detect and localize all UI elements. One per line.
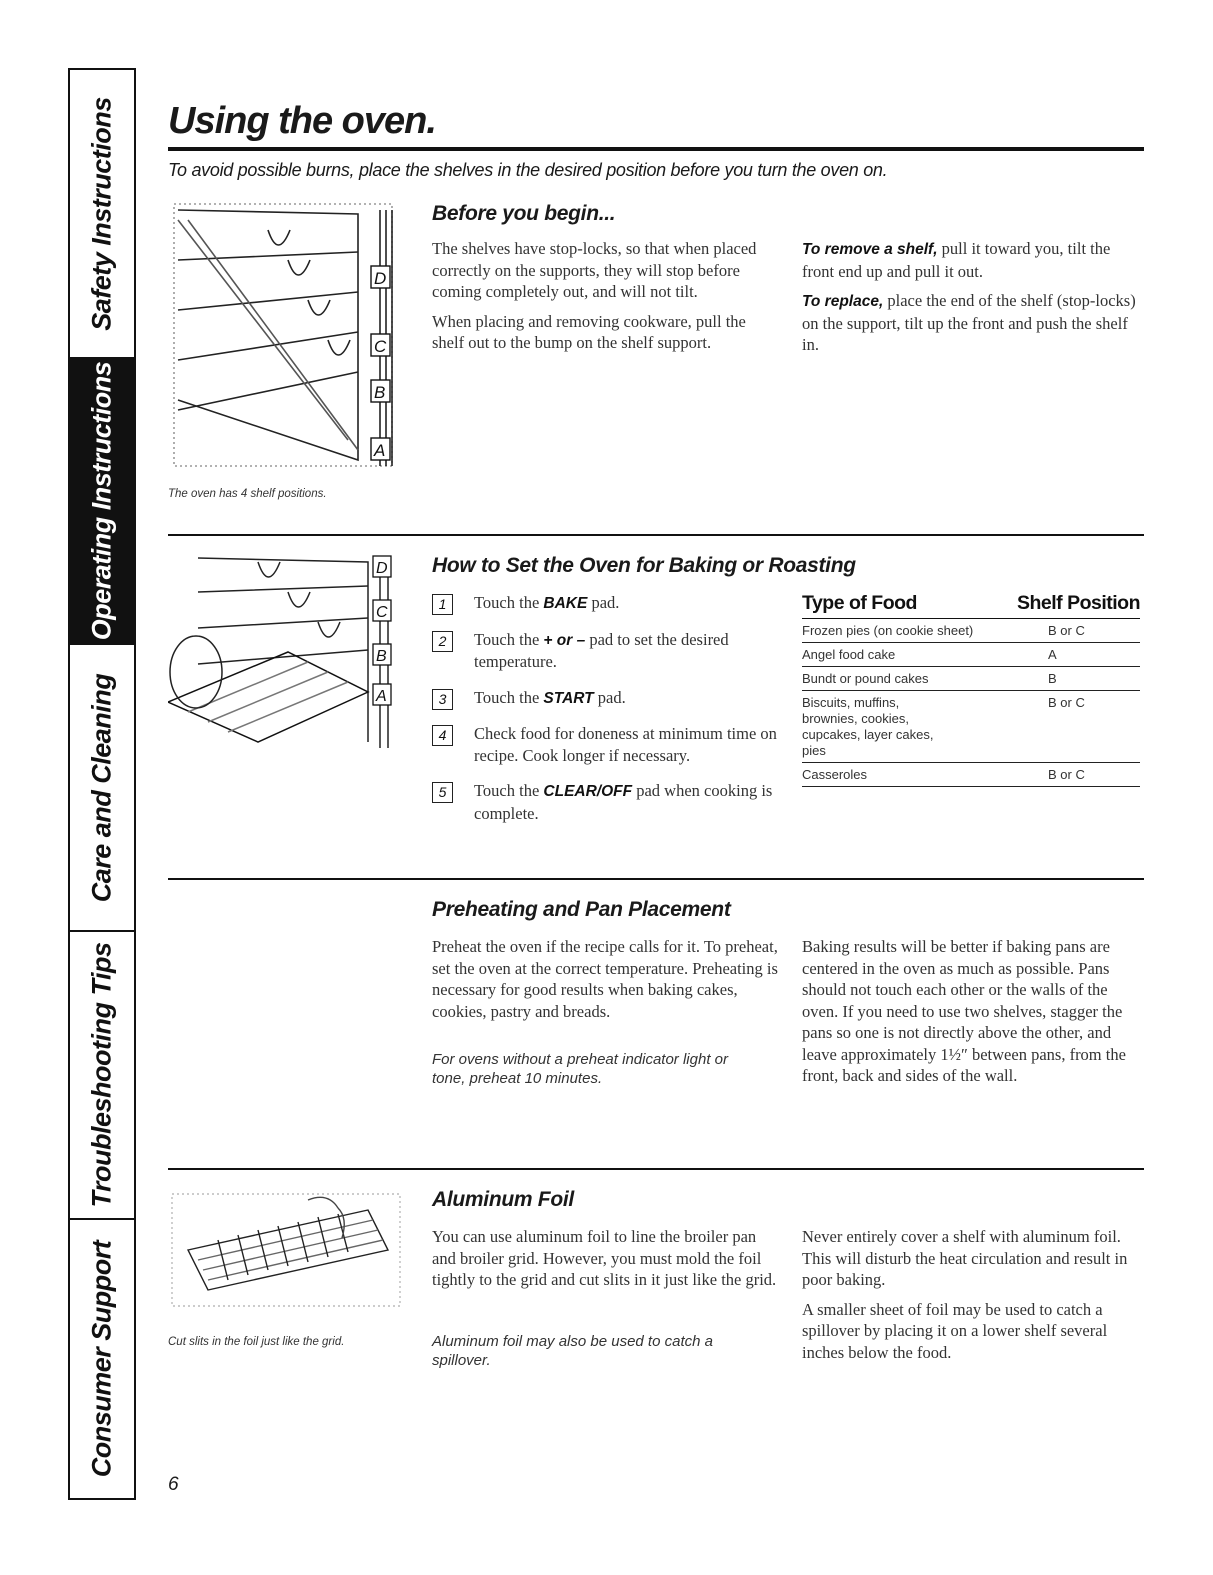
section-rule <box>168 878 1144 880</box>
replace-text: place the end of the shelf (stop-locks) on the support, tilt up the front and push the shelf in. <box>802 291 1136 354</box>
food-cell: Frozen pies (on cookie sheet) <box>802 623 974 638</box>
table-row <box>802 619 1140 643</box>
tab-consumer-support[interactable]: Consumer Support <box>86 1240 117 1478</box>
baking-step <box>432 723 782 766</box>
shelf-letter-b-2: B <box>376 648 387 665</box>
shelf-letter-c: C <box>374 337 387 356</box>
before-paragraph-2: When placing and removing cookware, pull the shelf out to the bump on the shelf support. <box>432 311 746 352</box>
food-cell: Biscuits, muffins, brownies, cookies, cupcakes, layer cakes, pies <box>802 695 934 758</box>
preheat-heading: Preheating and Pan Placement <box>432 898 731 921</box>
section-tab-bar <box>68 68 136 1500</box>
table-row <box>802 691 1140 763</box>
step-text-end: pad to set the desired temperature. <box>474 629 729 671</box>
position-cell: B <box>1048 671 1057 686</box>
title-rule <box>168 147 1144 151</box>
before-body <box>432 238 782 362</box>
before-heading: Before you begin... <box>432 202 616 225</box>
baking-heading: How to Set the Oven for Baking or Roasting <box>432 554 856 577</box>
preheat-paragraph-2: Baking results will be better if baking pans are centered in the oven as much as possible. Pans should not touch each other or the walls of the oven. If you need to use two shelves, stagger the pans so one is not directly above the other, and leave approximately 1½″ between pans, from the front, back and sides of the wall. <box>802 937 1126 1085</box>
position-cell: B or C <box>1048 695 1085 710</box>
shelf-letter-a: A <box>374 441 386 460</box>
baking-step <box>432 592 782 615</box>
foil-paragraph-2: Never entirely cover a shelf with aluminum foil. This will disturb the heat circulation and result in poor baking. <box>802 1227 1128 1289</box>
position-cell: B or C <box>1048 623 1085 638</box>
baking-steps <box>432 592 782 838</box>
food-cell: Casseroles <box>802 767 868 782</box>
step-number: 4 <box>432 725 453 746</box>
table-row <box>802 763 1140 787</box>
step-text: Touch the <box>474 687 544 707</box>
shelf-letter-b: B <box>374 383 386 402</box>
foil-paragraph-3: A smaller sheet of foil may be used to catch a spillover by placing it on a lower shelf several inches below the food. <box>802 1299 1108 1362</box>
section-rule <box>168 1168 1144 1170</box>
step-number: 3 <box>432 689 453 710</box>
step-key: CLEAR/OFF <box>543 783 633 800</box>
intro-text: To avoid possible burns, place the shelves in the desired position before you turn the oven on. <box>168 160 888 180</box>
step-text-end: pad. <box>587 593 620 612</box>
table-row <box>802 667 1140 691</box>
step-text: Touch the <box>474 593 544 612</box>
step-key: BAKE <box>543 595 588 612</box>
shelf-caption: The oven has 4 shelf positions. <box>168 488 327 500</box>
step-number: 1 <box>432 594 453 615</box>
shelf-remove-replace <box>802 238 1142 364</box>
foil-heading: Aluminum Foil <box>432 1188 574 1211</box>
preheat-note: For ovens without a preheat indicator light or tone, preheat 10 minutes. <box>432 1051 728 1087</box>
tab-troubleshooting-tips[interactable]: Troubleshooting Tips <box>70 932 134 1220</box>
food-cell: Bundt or pound cakes <box>802 671 929 686</box>
step-text: Check food for doneness at minimum time on recipe. Cook longer if necessary. <box>474 724 777 765</box>
tab-operating-instructions[interactable]: Operating Instructions <box>70 359 134 645</box>
shelf-letter-a-2: A <box>376 688 387 705</box>
oven-shelves-illustration <box>168 200 406 472</box>
before-paragraph-1: The shelves have stop-locks, so that when placed correctly on the supports, they will stop before coming completely out, and will not tilt. <box>432 239 757 301</box>
table-header <box>802 592 1140 619</box>
foil-grid-illustration <box>168 1190 406 1310</box>
remove-text: pull it toward you, tilt the front end up and pull it out. <box>802 239 1111 281</box>
section-rule <box>168 534 1144 536</box>
replace-label: To replace, <box>802 293 884 310</box>
baking-step <box>432 687 782 710</box>
step-number: 2 <box>432 631 453 652</box>
preheat-paragraph-1: Preheat the oven if the recipe calls for it. To preheat, set the oven at the correct temperature. Preheating is necessary for good results when baking cakes, cookies, pastry and breads. <box>432 937 778 1021</box>
step-text: Touch the <box>474 629 544 649</box>
shelf-letter-c-2: C <box>376 604 388 621</box>
shelf-letter-d-2: D <box>376 560 388 577</box>
step-key: + or – <box>543 631 586 649</box>
tab-care-and-cleaning[interactable]: Care and Cleaning <box>70 645 134 932</box>
position-cell: A <box>1048 647 1057 662</box>
shelf-letter-d: D <box>374 269 387 288</box>
col-shelf-position: Shelf Position <box>1016 592 1140 614</box>
remove-paragraph <box>802 238 1142 282</box>
step-number: 5 <box>432 782 453 803</box>
table-row <box>802 643 1140 667</box>
step-text-end: pad. <box>593 687 626 707</box>
position-cell: B or C <box>1048 767 1085 782</box>
foil-note: Aluminum foil may also be used to catch a spillover. <box>432 1333 713 1369</box>
baking-step <box>432 629 782 673</box>
tab-safety-instructions[interactable]: Safety Instructions <box>70 70 134 359</box>
page-number: 6 <box>168 1474 179 1495</box>
foil-paragraph-1: You can use aluminum foil to line the broiler pan and broiler grid. However, you must mold the foil tightly to the grid and cut slits in it just like the grid. <box>432 1227 777 1289</box>
page-title: Using the oven. <box>168 100 436 142</box>
oven-baking-illustration <box>168 552 406 752</box>
remove-label: To remove a shelf, <box>802 241 938 258</box>
shelf-position-table <box>802 592 1140 787</box>
step-text-end: pad when cooking is complete. <box>474 781 773 823</box>
step-key: START <box>543 689 594 707</box>
foil-caption: Cut slits in the foil just like the grid. <box>168 1336 345 1348</box>
replace-paragraph <box>802 290 1142 356</box>
foil-right-column <box>802 1226 1142 1371</box>
col-type-of-food: Type of Food <box>802 592 917 614</box>
step-text: Touch the <box>474 781 544 800</box>
baking-step <box>432 780 782 824</box>
food-cell: Angel food cake <box>802 647 896 662</box>
